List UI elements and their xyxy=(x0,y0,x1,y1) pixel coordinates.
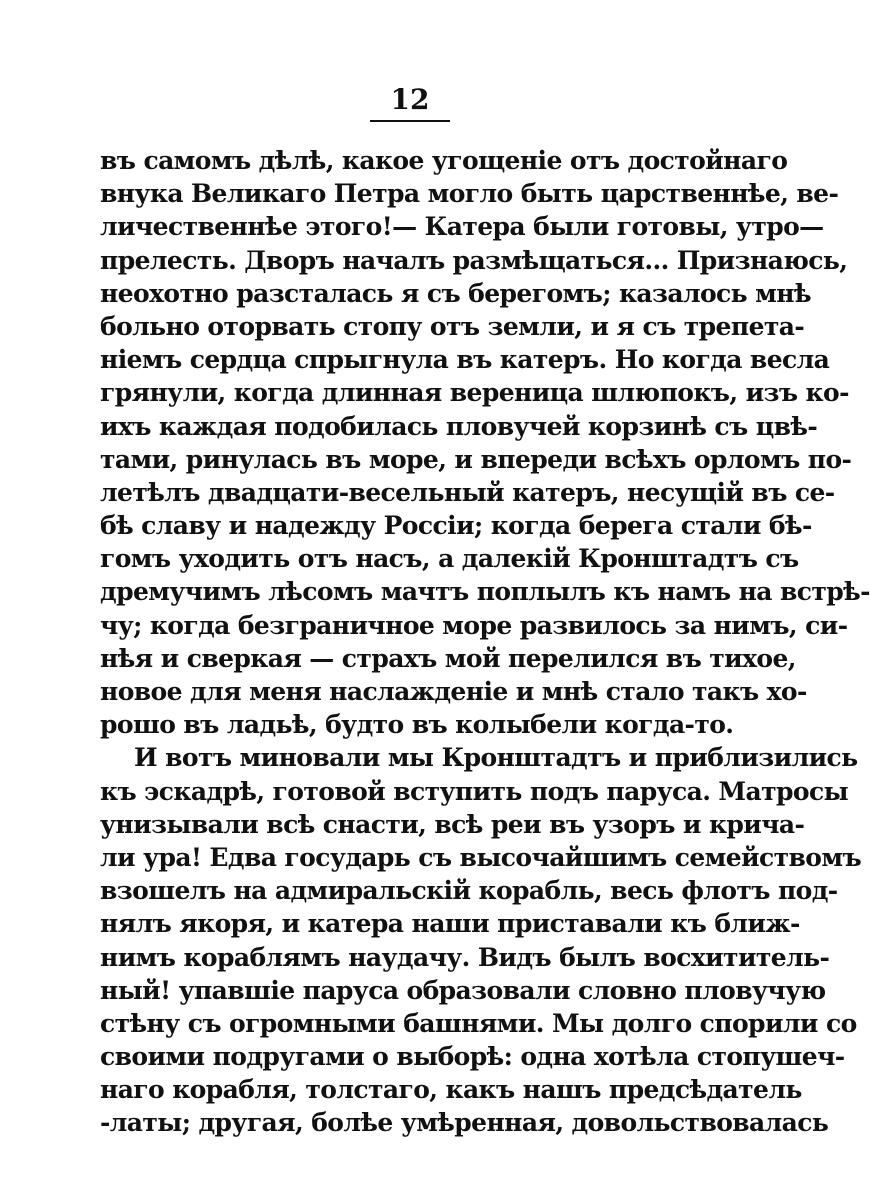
text-line: тами, ринулась въ море, и впереди всѣхъ орломъ по- xyxy=(100,444,852,474)
text-line: взошелъ на адмиральскій корабль, весь флотъ под- xyxy=(100,876,838,906)
paragraph-first-line: И вотъ миновали мы Кронштадтъ и приблизились xyxy=(134,743,858,773)
text-line: унизывали всѣ снасти, всѣ реи въ узоръ и крича- xyxy=(100,809,805,839)
text-line: своими подругами о выборѣ: одна хотѣла стопушеч- xyxy=(100,1042,845,1072)
text-line: нимъ кораблямъ наудачу. Видъ былъ восхититель- xyxy=(100,942,830,972)
text-line: прелесть. Дворъ началъ размѣщаться... Признаюсь, xyxy=(100,245,848,275)
text-line: чу; когда безграничное море развилось за нимъ, си- xyxy=(100,610,848,640)
text-line: дремучимъ лѣсомъ мачтъ поплылъ къ намъ на встрѣ- xyxy=(100,577,870,607)
text-line: больно оторвать стопу отъ земли, и я съ трепета- xyxy=(100,311,805,341)
text-line: наго корабля, толстаго, какъ нашъ предсѣдатель xyxy=(100,1075,802,1105)
paragraph-last-line: рошо въ ладьѣ, будто въ колыбели когда-то. xyxy=(100,710,734,740)
text-line: новое для меня наслажденіе и мнѣ стало такъ хо- xyxy=(100,677,807,706)
text-line: ніемъ сердца спрыгнула въ катеръ. Но когда весла xyxy=(100,345,830,375)
text-line: летѣлъ двадцати-весельный катеръ, несущій въ се- xyxy=(100,477,835,507)
text-line: къ эскадрѣ, готовой вступить подъ паруса. Матросы xyxy=(100,776,849,806)
text-line: нѣя и сверкая — страхъ мой перелился въ тихое, xyxy=(100,643,796,673)
page-number: 12 xyxy=(390,83,430,116)
page-number-rule xyxy=(370,120,450,122)
text-line: личественнѣе этого!— Катера были готовы, утро— xyxy=(100,212,824,242)
text-line: въ самомъ дѣлѣ, какое угощеніе отъ достойнаго xyxy=(100,146,788,175)
text-line: внука Великаго Петра могло быть царственнѣе, ве- xyxy=(100,179,839,209)
body-text xyxy=(100,144,870,1140)
text-line: -латы; другая, болѣе умѣренная, довольствовалась xyxy=(100,1108,829,1138)
text-line: ли ура! Едва государь съ высочайшимъ семействомъ xyxy=(100,842,862,872)
text-line: бѣ славу и надежду Россіи; когда берега стали бѣ- xyxy=(100,511,812,541)
text-line: ихъ каждая подобилась пловучей корзинѣ съ цвѣ- xyxy=(100,411,818,441)
text-line: нялъ якоря, и катера наши приставали къ ближ- xyxy=(100,909,800,939)
text-line: ный! упавшіе паруса образовали словно пловучую xyxy=(100,975,826,1005)
text-line: гомъ уходить отъ насъ, а далекій Кронштадтъ съ xyxy=(100,544,799,574)
text-line: стѣну съ огромными башнями. Мы долго спорили со xyxy=(100,1008,857,1038)
text-line: грянули, когда длинная вереница шлюпокъ, изъ ко- xyxy=(100,378,849,408)
text-line: неохотно разсталась я съ берегомъ; казалось мнѣ xyxy=(100,278,811,308)
